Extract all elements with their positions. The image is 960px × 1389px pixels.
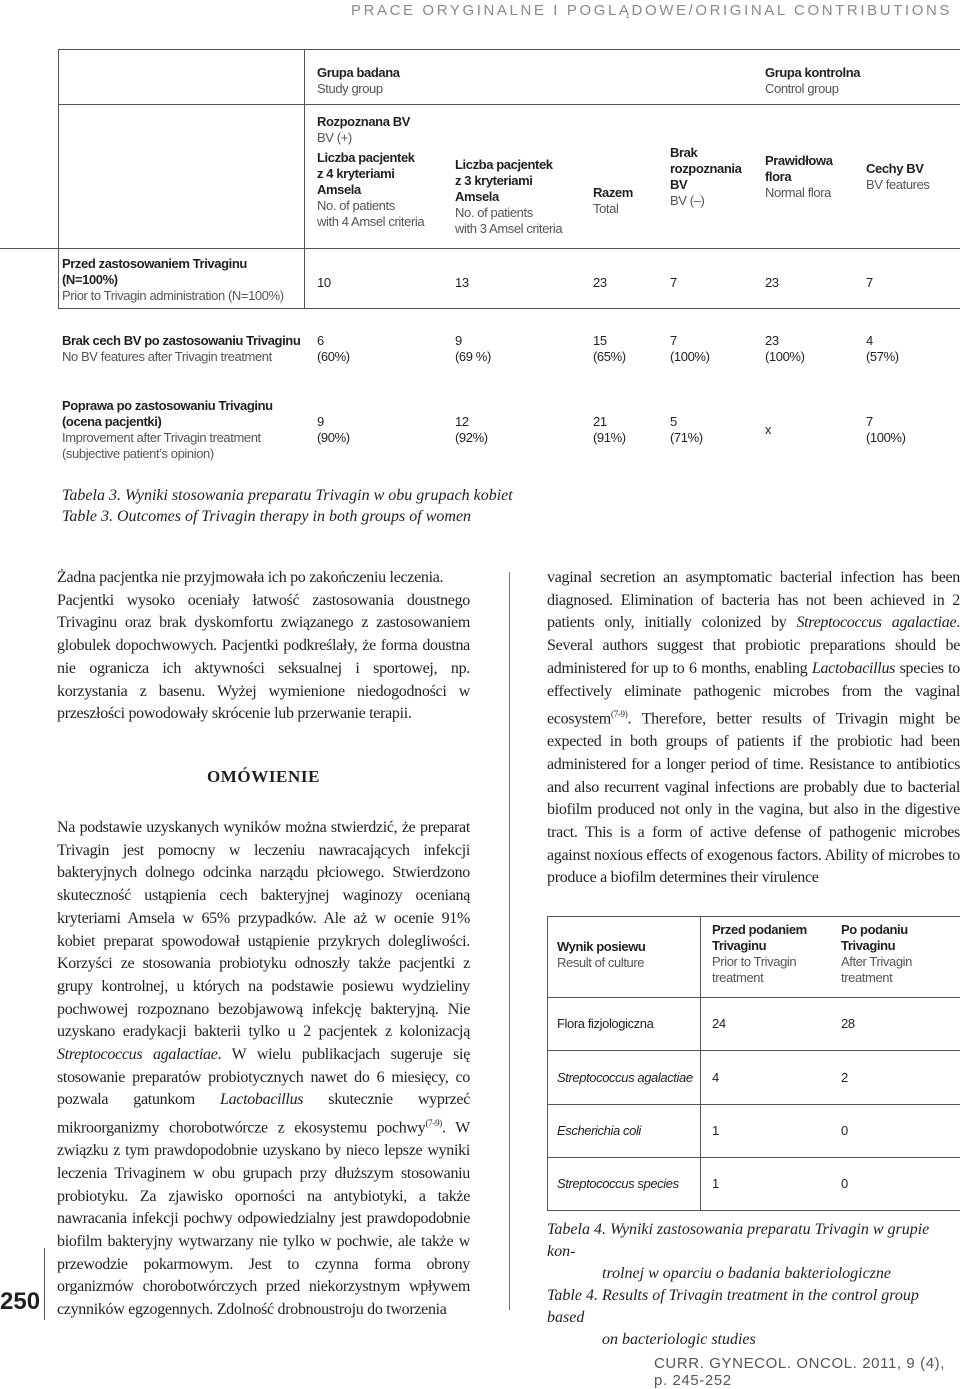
t4-cell: 2 — [841, 1070, 848, 1085]
table4-divider-rule — [700, 916, 701, 1211]
col-label-pl: Prawidłowa — [765, 153, 833, 168]
col-bv-features — [866, 161, 930, 193]
table-cell — [670, 333, 710, 365]
cell-percent: (60%) — [317, 349, 350, 364]
t4-header-result — [557, 939, 645, 971]
journal-citation: CURR. GYNECOL. ONCOL. 2011, 9 (4), p. 245-252 — [654, 1355, 946, 1389]
paragraph: Żadna pacjentka nie przyjmowała ich po zakończeniu leczenia. — [57, 569, 444, 586]
t4-cell: 0 — [841, 1123, 848, 1138]
text-run: . Several authors suggest that probiotic preparations should be administered for up to 6 months, enabling — [547, 614, 960, 677]
control-group-header — [765, 65, 860, 97]
citation-sup: (7-9) — [610, 709, 628, 720]
text-run: skutecznie wyprzeć mikroorganizmy chorobotwórcze z ekosystemu pochwy — [57, 1091, 470, 1137]
table4-top-rule — [547, 916, 960, 917]
t4-cell: 28 — [841, 1016, 855, 1031]
row-label-pl: (N=100%) — [62, 272, 118, 287]
text-run: species to effectively eliminate pathogenic microbes from the vaginal ecosystem — [547, 659, 960, 728]
table3-caption — [62, 485, 513, 527]
row-label — [62, 333, 300, 365]
table3-caption-pl: Tabela 3. Wyniki stosowania preparatu Trivagin w obu grupach kobiet — [62, 487, 513, 504]
col-label-en: Total — [593, 201, 619, 216]
italic-term: Lactobacillus — [219, 1091, 304, 1109]
caption-line: Table 4. Results of Trivagin treatment in the control group based — [547, 1287, 919, 1326]
col-label-pl: Cechy BV — [866, 161, 924, 176]
table3-rule — [58, 104, 960, 105]
caption-line: trolnej w oparciu o badania bakteriologiczne — [602, 1265, 892, 1282]
header-en: treatment — [712, 970, 764, 985]
col-normal-flora — [765, 153, 833, 201]
right-column — [547, 567, 960, 890]
table-cell — [866, 333, 899, 365]
col-label-en: No. of patients — [317, 198, 395, 213]
page-number: 250 — [0, 1288, 41, 1315]
cell-value: 9 — [317, 414, 324, 429]
col-label-pl: flora — [765, 169, 792, 184]
study-group-header — [317, 65, 400, 97]
section-heading: OMÓWIENIE — [206, 767, 321, 786]
col-label-en: with 3 Amsel criteria — [455, 221, 563, 236]
cell-value: 21 — [593, 414, 607, 429]
table-cell — [593, 333, 626, 365]
control-group-en: Control group — [765, 81, 839, 96]
table-cell — [670, 414, 703, 446]
left-column-discussion — [57, 817, 470, 1322]
col-bv-positive — [317, 114, 424, 230]
col-label-pl: rozpoznania — [670, 161, 742, 176]
row-label — [62, 398, 273, 462]
text-run: Na podstawie uzyskanych wyników można stwierdzić, że preparat Trivagin jest pomocny w leczeniu nawracających infekcji bakteryjnych dolnego odcinka narządu płciowego. Stwierdzono skuteczność ustąpienia cech bakteryjnej waginozy ocenianą kryteriami Amsela w 65% przypadków. Ale aż w ocenie 91% kobiet preparat spowodował ustąpienie przykrych dolegliwości. Korzyści ze stosowania probiotyku odnoszły także pacjentki z grupy kontrolnej, u których na podstawie posiewu wydzieliny pochwowej rozpoznano bezobjawową infekcję bakteryjną. Nie uzyskano eradykacji bakterii tylko u 2 pacjentek z kolonizacją — [57, 819, 470, 1041]
control-group-pl: Grupa kontrolna — [765, 65, 861, 80]
cell-percent: (91%) — [593, 430, 626, 445]
table4-rule — [547, 1104, 960, 1105]
col-3-criteria — [455, 157, 562, 237]
cell-value: 5 — [670, 414, 677, 429]
col-label-pl: Razem — [593, 185, 633, 200]
table3-rule — [58, 308, 960, 309]
paragraph — [547, 567, 960, 890]
t4-header-before — [712, 922, 807, 986]
t4-cell: 1 — [712, 1176, 719, 1191]
study-group-en: Study group — [317, 81, 383, 96]
table4-caption — [547, 1219, 960, 1351]
table-cell — [455, 414, 488, 446]
t4-cell: 4 — [712, 1070, 719, 1085]
t4-row-label: Escherichia coli — [557, 1123, 641, 1138]
cell-percent: (92%) — [455, 430, 488, 445]
row-label — [62, 256, 284, 304]
caption-line: Tabela 4. Wyniki zastosowania preparatu Trivagin w grupie kon- — [547, 1221, 930, 1260]
col-label-pl: z 3 kryteriami — [455, 173, 533, 188]
table-cell — [866, 414, 906, 446]
header-pl: Wynik posiewu — [557, 939, 646, 954]
cell-value: 15 — [593, 333, 607, 348]
header-en: After Trivagin — [841, 954, 912, 969]
table-cell: 23 — [765, 275, 779, 290]
cell-percent: (100%) — [866, 430, 906, 445]
left-column — [57, 567, 470, 726]
table-cell: 10 — [317, 275, 331, 290]
table4-rule — [547, 997, 960, 998]
table4-rule — [547, 1157, 960, 1158]
table3-rule — [0, 248, 58, 249]
page-number-rule — [44, 1248, 45, 1320]
row-label-pl: (ocena pacjentki) — [62, 414, 162, 429]
column-separator — [509, 572, 510, 1310]
row-label-pl: Poprawa po zastosowaniu Trivaginu — [62, 398, 273, 413]
row-label-en: No BV features after Trivagin treatment — [62, 349, 272, 364]
cell-value: 7 — [670, 333, 677, 348]
table-cell — [317, 414, 350, 446]
col-label-en: with 4 Amsel criteria — [317, 214, 425, 229]
text-run: . Therefore, better results of Trivagin might be expected in both groups of patients if the probiotic had been administered for a longer period of time. Resistance to antibiotics and also recurrent vaginal infections are probably due to bacterial biofilm produced not only in the vagina, but also in the digestive tract. This is a form of active defense of pathogenic microbes against noxious effects of exogenous factors. Ability of microbes to produce a biofilm determines their virulence — [547, 710, 960, 887]
caption-line: on bacteriologic studies — [602, 1331, 756, 1348]
header-en: Prior to Trivagin — [712, 954, 797, 969]
cell-value: 9 — [455, 333, 462, 348]
cell-percent: (71%) — [670, 430, 703, 445]
italic-term: Streptococcus agalactiae — [57, 1046, 218, 1064]
cell-percent: (65%) — [593, 349, 626, 364]
cell-percent: (57%) — [866, 349, 899, 364]
header-en: Result of culture — [557, 955, 645, 970]
col-label-pl: Rozpoznana BV — [317, 114, 411, 129]
row-label-pl: Przed zastosowaniem Trivaginu — [62, 256, 247, 271]
t4-cell: 0 — [841, 1176, 848, 1191]
cell-value: 23 — [765, 333, 779, 348]
table3-left-rule — [58, 49, 59, 308]
t4-cell: 1 — [712, 1123, 719, 1138]
text-run: vaginal secretion an asymptomatic bacterial infection has been diagnosed. Elimination of bacteria has not been achieved in 2 patients only, initially colonized by — [547, 569, 960, 632]
header-pl: Po podaniu — [841, 922, 908, 937]
col-label-en: BV (–) — [670, 193, 705, 208]
table-cell — [593, 414, 626, 446]
cell-value: 6 — [317, 333, 324, 348]
table-cell: 7 — [670, 275, 677, 290]
cell-percent: (69 %) — [455, 349, 491, 364]
col-label-pl: Brak — [670, 145, 698, 160]
text-run: . W wielu publikacjach sugeruje się stosowanie preparatów probiotycznych nawet do 6 miesięcy, co pozwala gatunkom — [57, 1046, 470, 1109]
table-cell — [765, 333, 805, 365]
col-label-en: No. of patients — [455, 205, 533, 220]
cell-percent: (90%) — [317, 430, 350, 445]
header-en: treatment — [841, 970, 893, 985]
table-cell: x — [765, 422, 772, 437]
table-cell — [455, 333, 491, 365]
col-label-pl: z 4 kryteriami — [317, 166, 395, 181]
col-label-pl: Liczba pacjentek — [455, 157, 553, 172]
table4-rule — [547, 1050, 960, 1051]
cell-percent: (100%) — [670, 349, 710, 364]
col-label-pl: Liczba pacjentek — [317, 150, 415, 165]
table-cell: 7 — [866, 275, 873, 290]
paragraph — [57, 817, 470, 1322]
italic-term: Streptococcus agalactiae — [796, 614, 957, 632]
table3-rule — [58, 248, 960, 249]
col-label-en: Normal flora — [765, 185, 831, 200]
table4-left-rule — [547, 916, 548, 1211]
header-pl: Przed podaniem — [712, 922, 807, 937]
col-total — [593, 185, 633, 217]
t4-header-after — [841, 922, 912, 986]
table-cell: 13 — [455, 275, 469, 290]
col-label-pl: BV — [670, 177, 688, 192]
cell-value: 4 — [866, 333, 873, 348]
t4-cell: 24 — [712, 1016, 726, 1031]
col-label-pl: Amsela — [455, 189, 499, 204]
running-header: PRACE ORYGINALNE I POGLĄDOWE/ORIGINAL CONTRIBUTIONS — [350, 2, 952, 19]
cell-percent: (100%) — [765, 349, 805, 364]
table3-top-rule — [58, 49, 960, 50]
row-label-en: (subjective patient’s opinion) — [62, 446, 214, 461]
row-label-pl: Brak cech BV po zastosowaniu Trivaginu — [62, 333, 301, 348]
row-label-en: Improvement after Trivagin treatment — [62, 430, 261, 445]
row-label-en: Prior to Trivagin administration (N=100%) — [62, 288, 284, 303]
col-bv-negative — [670, 145, 741, 209]
table-cell — [317, 333, 350, 365]
paragraph: Pacjentki wysoko oceniały łatwość zastosowania doustnego Trivaginu oraz brak dyskomfortu związanego z zastosowaniem globulek dopochwowych. Pacjentki podkreślały, że forma doustna nie ogranicza ich aktywności seksualnej i sportowej, np. korzystania z basenu. Wyżej wymienione niedogodności w przeszłości powodowały skrócenie lub przerwanie terapii. — [57, 591, 470, 723]
col-label-en: BV (+) — [317, 130, 352, 145]
table3-caption-en: Table 3. Outcomes of Trivagin therapy in both groups of women — [62, 508, 472, 525]
cell-value: 7 — [866, 414, 873, 429]
col-label-en: BV features — [866, 177, 930, 192]
table4-bottom-rule — [547, 1210, 960, 1211]
header-pl: Trivaginu — [841, 938, 896, 953]
col-label-pl: Amsela — [317, 182, 361, 197]
cell-value: 12 — [455, 414, 469, 429]
table3-divider-rule — [304, 49, 305, 308]
table-cell: 23 — [593, 275, 607, 290]
text-run: . W związku z tym prawdopodobnie uzyskano by nieco lepsze wyniki leczenia Trivaginem w obu grupach przy dłuższym stosowaniu probiotyku. Za zjawisko oporności na antybiotyki, a także nawracania infekcji pochwy odpowiedzialny jest prawdopodobnie biofilm bakteryjny wytwarzany nie tylko w pochwie, ale także w przewodzie pokarmowym. Jest to czynna forma obrony organizmów chorobotwórczych przed niekorzystnym wpływem czynników egzogennych. Zdolność drobnoustroju do tworzenia — [57, 1119, 470, 1319]
t4-row-label: Streptococcus species — [557, 1176, 679, 1191]
t4-row-label: Streptococcus agalactiae — [557, 1070, 693, 1085]
citation-sup: (7-9) — [425, 1118, 442, 1129]
t4-row-label: Flora fizjologiczna — [557, 1016, 654, 1031]
study-group-pl: Grupa badana — [317, 65, 400, 80]
italic-term: Lactobacillus — [811, 659, 896, 677]
header-pl: Trivaginu — [712, 938, 767, 953]
